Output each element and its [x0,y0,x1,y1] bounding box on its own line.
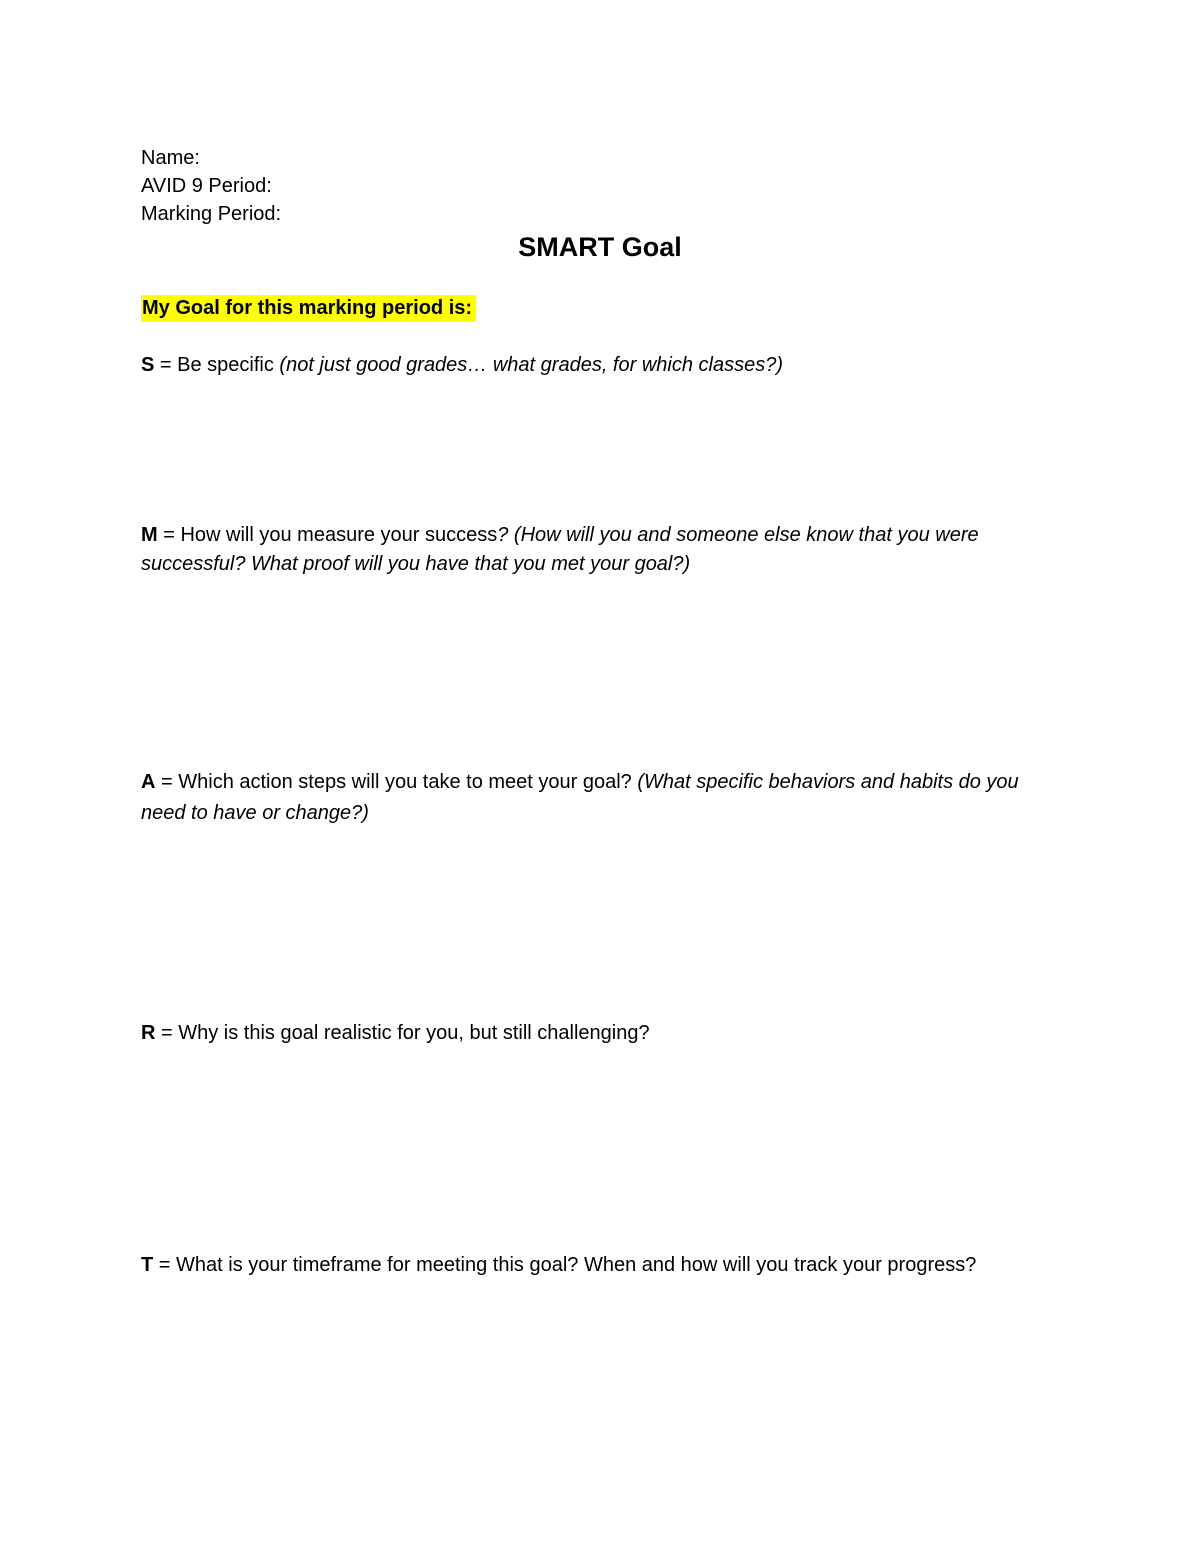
section-hint: (not just good grades… what grades, for which classes?) [279,354,783,376]
section-prompt: = Which action steps will you take to meet your goal? [155,771,638,793]
section-letter: A [141,771,156,793]
goal-prompt [141,294,476,322]
section-realistic [141,1019,1061,1048]
section-prompt: = Why is this goal realistic for you, but still challenging? [155,1022,650,1044]
section-measurable [141,521,1061,579]
section-prompt: = Be specific [154,354,280,376]
section-prompt: = What is your timeframe for meeting this goal? When and how will you track your progress? [153,1254,977,1276]
goal-prompt-highlight: My Goal for this marking period is: [141,295,476,322]
section-action [141,767,1061,829]
marking-period-label: Marking Period: [141,203,282,225]
section-timeframe [141,1251,1081,1280]
section-hint: (What specific behaviors and habits do you need to have or change?) [141,771,1019,824]
section-specific [141,351,1061,380]
avid-period-label: AVID 9 Period: [141,175,272,197]
page-title: SMART Goal [518,232,682,262]
section-letter: S [141,354,155,376]
section-hint: ? (How will you and someone else know that you were successful? What proof will you have that you met your goal?) [141,524,979,575]
section-prompt: = How will you measure your success [157,524,498,546]
student-info-header [141,144,281,228]
name-label: Name: [141,147,200,169]
section-letter: R [141,1022,156,1044]
section-letter: T [141,1254,154,1276]
section-letter: M [141,524,158,546]
